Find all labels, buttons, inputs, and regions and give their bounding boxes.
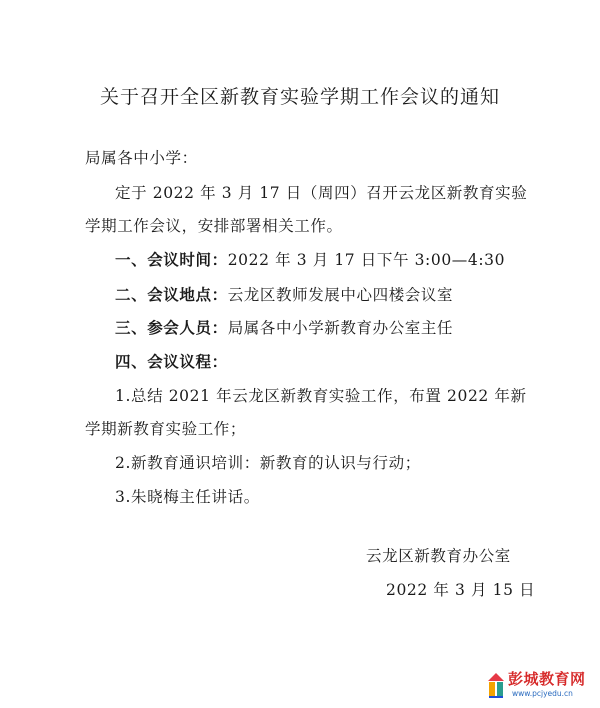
meeting-place-item xyxy=(115,283,453,305)
agenda-item-3: 3.朱晓梅主任讲话。 xyxy=(115,488,260,506)
attendees-item xyxy=(115,316,453,338)
agenda-heading xyxy=(115,350,228,372)
meeting-place-label: 二、会议地点： xyxy=(115,285,228,304)
document-title: 关于召开全区新教育实验学期工作会议的通知 xyxy=(99,86,500,108)
meeting-time-label: 一、会议时间： xyxy=(115,250,228,269)
intro-line-2: 学期工作会议，安排部署相关工作。 xyxy=(85,217,343,235)
site-watermark xyxy=(486,668,598,704)
meeting-time-item xyxy=(115,248,505,270)
watermark-url: www.pcjyedu.cn xyxy=(512,689,573,698)
signature-date: 2022 年 3 月 15 日 xyxy=(386,581,536,599)
agenda-item-1-line-1: 1.总结 2021 年云龙区新教育实验工作，布置 2022 年新 xyxy=(115,387,527,405)
agenda-item-1-line-2: 学期新教育实验工作； xyxy=(85,420,247,438)
meeting-place-value: 云龙区教师发展中心四楼会议室 xyxy=(227,286,454,304)
agenda-label: 四、会议议程： xyxy=(115,352,228,371)
attendees-value: 局属各中小学新教育办公室主任 xyxy=(227,319,454,337)
signature-org: 云龙区新教育办公室 xyxy=(366,547,511,565)
book-logo-icon xyxy=(486,670,506,700)
watermark-brand: 彭城教育网 xyxy=(508,670,586,688)
agenda-item-2: 2.新教育通识培训：新教育的认识与行动； xyxy=(115,454,421,472)
intro-line-1: 定于 2022 年 3 月 17 日（周四）召开云龙区新教育实验 xyxy=(115,184,528,202)
attendees-label: 三、参会人员： xyxy=(115,318,228,337)
salutation: 局属各中小学： xyxy=(85,149,198,167)
meeting-time-value: 2022 年 3 月 17 日下午 3:00—4:30 xyxy=(227,251,506,269)
